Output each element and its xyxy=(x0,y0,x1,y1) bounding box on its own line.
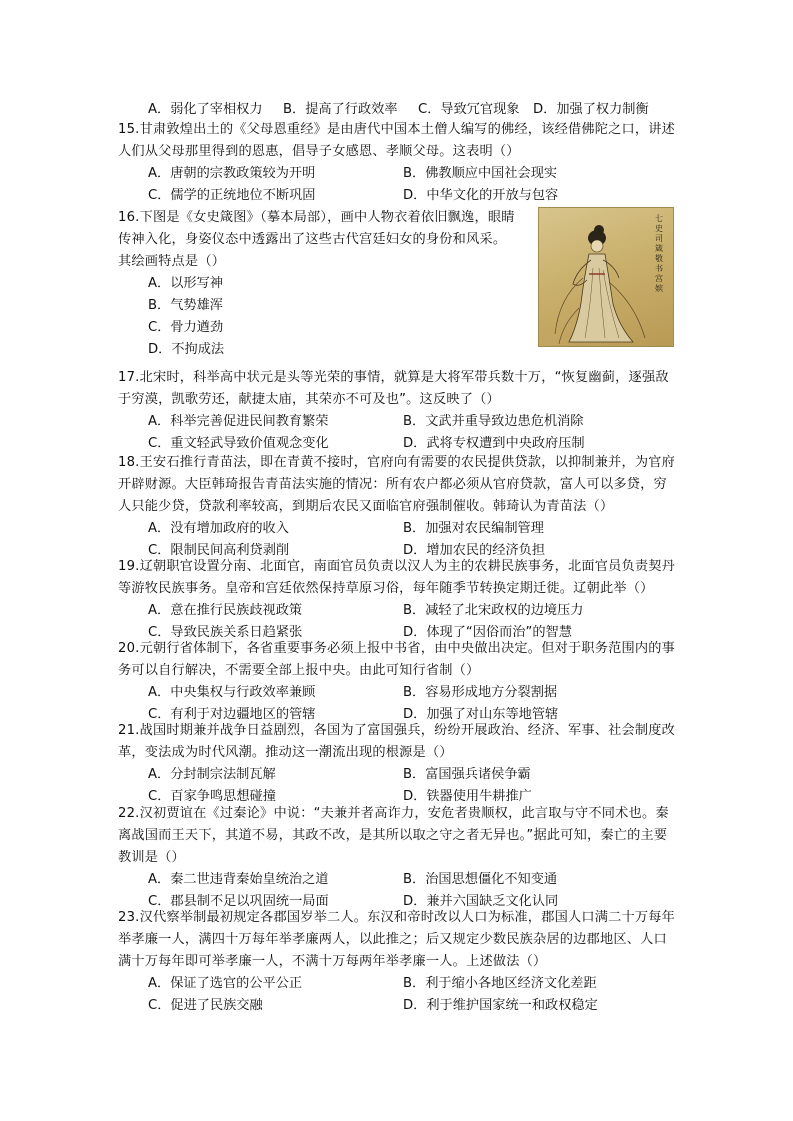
q22-option-a[interactable]: A．秦二世违背秦始皇统治之道 xyxy=(148,872,329,887)
q20-option-b[interactable]: B．容易形成地方分裂割据 xyxy=(403,685,558,700)
q22-option-d[interactable]: D．兼并六国缺乏文化认同 xyxy=(403,894,559,909)
q21-option-a[interactable]: A．分封制宗法制瓦解 xyxy=(148,767,276,782)
q23-option-c[interactable]: C．促进了民族交融 xyxy=(148,998,263,1013)
q18-option-d[interactable]: D．增加农民的经济负担 xyxy=(403,543,546,558)
q16-option-b[interactable]: B．气势雄浑 xyxy=(148,298,223,313)
q14-option-a[interactable]: A．弱化了宰相权力 xyxy=(148,102,263,117)
q22-stem: 22.汉初贾谊在《过秦论》中说：“夫兼并者高诈力，安危者贵顺权，此言取与守不同术也。秦离战国而王天下，其道不易，其政不改，是其所以取之守之者无异也。”据此可知，秦亡的主要教训是（） xyxy=(118,806,669,865)
q23-stem: 23.汉代察举制最初规定各郡国岁举二人。东汉和帝时改以人口为标准，郡国人口满二十万每年举孝廉一人，满四十万每年举孝廉两人，以此推之；后又规定少数民族杂居的边郡地区、人口满十万每年即可举孝廉一人，不满十万每两年举孝廉一人。上述做法（） xyxy=(118,910,676,969)
q17-option-b[interactable]: B．文武并重导致边患危机消除 xyxy=(403,414,584,429)
q16-option-c[interactable]: C．骨力遒劲 xyxy=(148,320,224,335)
q20-option-a[interactable]: A．中央集权与行政效率兼顾 xyxy=(148,685,316,700)
question-20 xyxy=(118,638,678,726)
q17-stem: 17.北宋时，科举高中状元是头等光荣的事情，就算是大将军带兵数十万，“恢复幽蓟，逐强敌于穷漠，凯歌劳还，献捷太庙，其荣亦不可及也”。这反映了（） xyxy=(118,370,669,407)
q19-option-c[interactable]: C．导致民族关系日趋紧张 xyxy=(148,625,303,640)
q16-stem: 16.下图是《女史箴图》（摹本局部），画中人物衣着依旧飘逸，眼睛传神入化，身姿仪态中透露出了这些古代宫廷妇女的身份和风采。其绘画特点是（） xyxy=(118,210,515,269)
q14-option-c[interactable]: C．导致冗官现象 xyxy=(418,102,520,117)
q15-stem: 15.甘肃敦煌出土的《父母恩重经》是由唐代中国本土僧人编写的佛经，该经借佛陀之口，讲述人们从父母那里得到的恩惠，倡导子女感恩、孝顺父母。这表明（） xyxy=(118,122,676,159)
q14-option-d[interactable]: D．加强了权力制衡 xyxy=(533,102,649,117)
painting-inscription: 七史司箴敬书宫嫔 xyxy=(655,214,663,293)
court-lady-figure xyxy=(539,208,674,347)
nvshi-zhentu-painting xyxy=(538,207,674,347)
q23-option-b[interactable]: B．利于缩小各地区经济文化差距 xyxy=(403,976,597,991)
question-19 xyxy=(118,556,678,644)
q19-stem: 19.辽朝职官设置分南、北面官，南面官员负责以汉人为主的农耕民族事务，北面官员负责契丹等游牧民族事务。皇帝和宫廷依然保持草原习俗，每年随季节转换定期迁徙。辽朝此举（） xyxy=(118,559,676,596)
q17-option-c[interactable]: C．重文轻武导致价值观念变化 xyxy=(148,436,329,451)
q15-option-d[interactable]: D．中华文化的开放与包容 xyxy=(403,188,559,203)
q21-option-d[interactable]: D．铁器使用牛耕推广 xyxy=(403,789,532,804)
q16-option-a[interactable]: A．以形写神 xyxy=(148,276,223,291)
q20-option-d[interactable]: D．加强了对山东等地管辖 xyxy=(403,707,559,722)
q20-option-c[interactable]: C．有利于对边疆地区的管辖 xyxy=(148,707,316,722)
q18-option-a[interactable]: A．没有增加政府的收入 xyxy=(148,521,289,536)
q19-option-b[interactable]: B．减轻了北宋政权的边境压力 xyxy=(403,603,584,618)
q20-stem: 20.元朝行省体制下，各省重要事务必须上报中书省，由中央做出决定。但对于职务范围内的事务可以自行解决，不需要全部上报中央。由此可知行省制（） xyxy=(118,641,676,678)
q19-option-a[interactable]: A．意在推行民族歧视政策 xyxy=(148,603,303,618)
q16-option-d[interactable]: D．不拘成法 xyxy=(148,342,225,357)
question-23 xyxy=(118,907,678,1017)
q15-option-a[interactable]: A．唐朝的宗教政策较为开明 xyxy=(148,166,316,181)
question-15 xyxy=(118,119,678,207)
q15-option-b[interactable]: B．佛教顺应中国社会现实 xyxy=(403,166,558,181)
q17-option-a[interactable]: A．科举完善促进民间教育繁荣 xyxy=(148,414,329,429)
question-21 xyxy=(118,720,678,808)
q14-options xyxy=(118,99,718,121)
q15-option-c[interactable]: C．儒学的正统地位不断巩固 xyxy=(148,188,316,203)
q21-stem: 21.战国时期兼并战争日益剧烈，各国为了富国强兵，纷纷开展政治、经济、军事、社会制度改革，变法成为时代风潮。推动这一潮流出现的根源是（） xyxy=(118,723,676,760)
q23-option-d[interactable]: D．利于维护国家统一和政权稳定 xyxy=(403,998,598,1013)
question-16 xyxy=(118,207,518,361)
q21-option-c[interactable]: C．百家争鸣思想碰撞 xyxy=(148,789,276,804)
question-22 xyxy=(118,803,678,913)
q18-option-b[interactable]: B．加强对农民编制管理 xyxy=(403,521,544,536)
q21-option-b[interactable]: B．富国强兵诸侯争霸 xyxy=(403,767,531,782)
q18-stem: 18.王安石推行青苗法，即在青黄不接时，官府向有需要的农民提供贷款，以抑制兼并，为官府开辟财源。大臣韩琦报告青苗法实施的情况：所有农户都必须从官府贷款，富人可以多贷，穷人只能少贷，贷款利率较高，到期后农民又面临官府强制催收。韩琦认为青苗法（） xyxy=(118,455,676,514)
question-18 xyxy=(118,452,678,562)
q22-option-b[interactable]: B．治国思想僵化不知变通 xyxy=(403,872,558,887)
q22-option-c[interactable]: C．郡县制不足以巩固统一局面 xyxy=(148,894,329,909)
q23-option-a[interactable]: A．保证了选官的公平公正 xyxy=(148,976,303,991)
question-17 xyxy=(118,367,678,455)
q17-option-d[interactable]: D．武将专权遭到中央政府压制 xyxy=(403,436,585,451)
q14-option-b[interactable]: B．提高了行政效率 xyxy=(283,102,398,117)
q19-option-d[interactable]: D．体现了“因俗而治”的智慧 xyxy=(403,625,572,640)
q18-option-c[interactable]: C．限制民间高利贷剥削 xyxy=(148,543,290,558)
